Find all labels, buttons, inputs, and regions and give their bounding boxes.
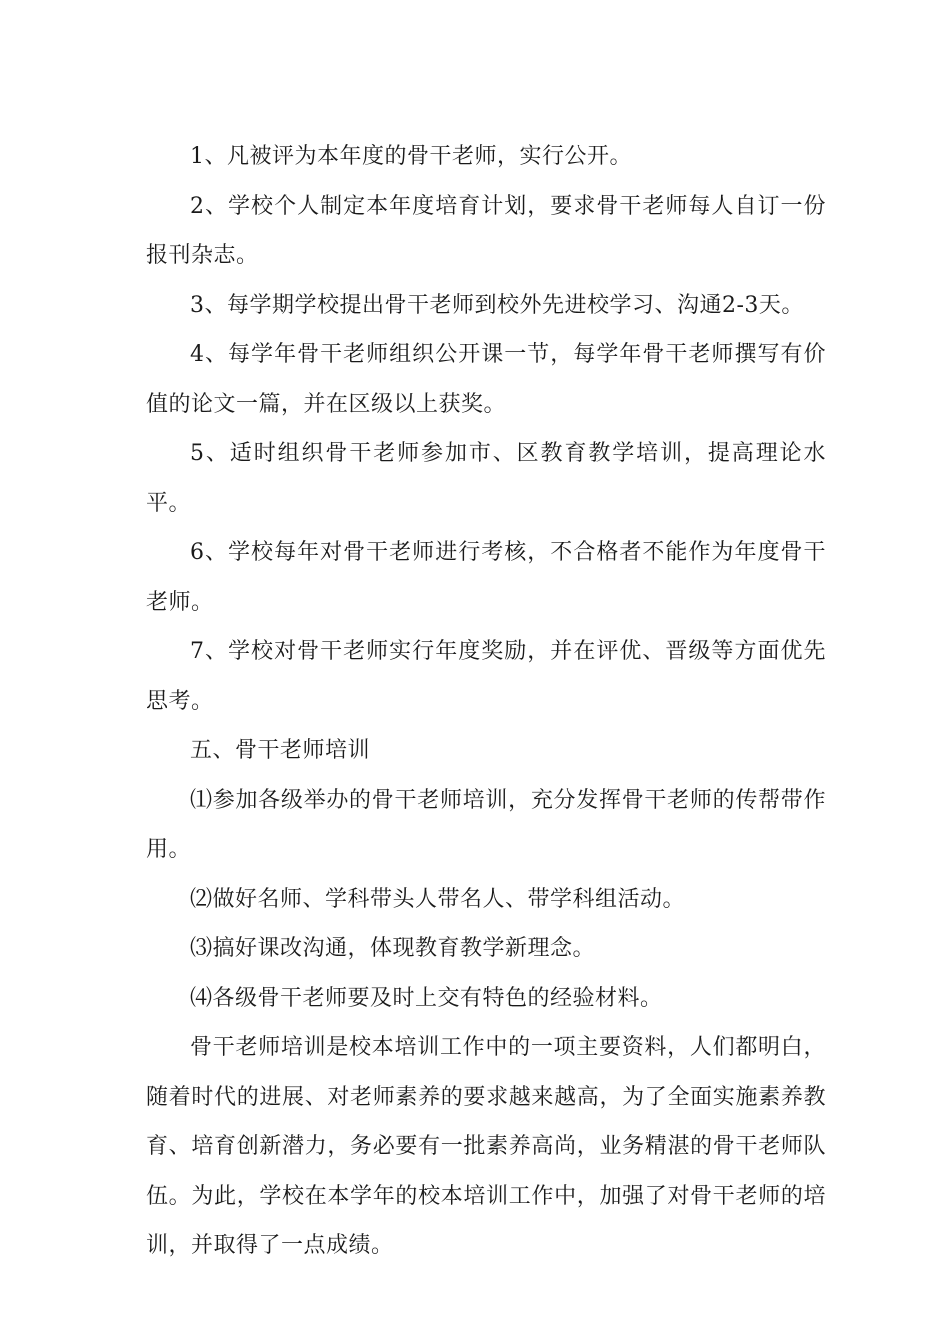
summary-paragraph: 骨干老师培训是校本培训工作中的一项主要资料，人们都明白，随着时代的进展、对老师素养的要求越来越高，为了全面实施素养教育、培育创新潜力，务必要有一批素养高尚，业务精湛的骨干老师队伍。为此，学校在本学年的校本培训工作中，加强了对骨干老师的培训，并取得了一点成绩。 [146,1035,826,1258]
training-item-2: ⑵做好名师、学科带头人带名人、带学科组活动。 [190,886,686,912]
paragraph-item-4: 4、每学年骨干老师组织公开课一节，每学年骨干老师撰写有价值的论文一篇，并在区级以上获奖。 [146,342,826,417]
paragraph-item-3: 3、每学期学校提出骨干老师到校外先进校学习、沟通2-3天。 [190,292,804,318]
document-body [146,132,826,1271]
section-heading: 五、骨干老师培训 [190,738,371,763]
training-item-4: ⑷各级骨干老师要及时上交有特色的经验材料。 [190,985,663,1011]
training-item-3: ⑶搞好课改沟通，体现教育教学新理念。 [190,936,596,961]
paragraph-item-1: 1、凡被评为本年度的骨干老师，实行公开。 [190,144,632,169]
paragraph-item-2: 2、学校个人制定本年度培育计划，要求骨干老师每人自订一份报刊杂志。 [146,193,826,268]
paragraph-item-7: 7、学校对骨干老师实行年度奖励，并在评优、晋级等方面优先思考。 [146,639,826,714]
training-item-1: ⑴参加各级举办的骨干老师培训，充分发挥骨干老师的传帮带作用。 [146,787,826,862]
paragraph-item-6: 6、学校每年对骨干老师进行考核，不合格者不能作为年度骨干老师。 [146,540,826,615]
paragraph-item-5: 5、适时组织骨干老师参加市、区教育教学培训，提高理论水平。 [146,441,826,516]
